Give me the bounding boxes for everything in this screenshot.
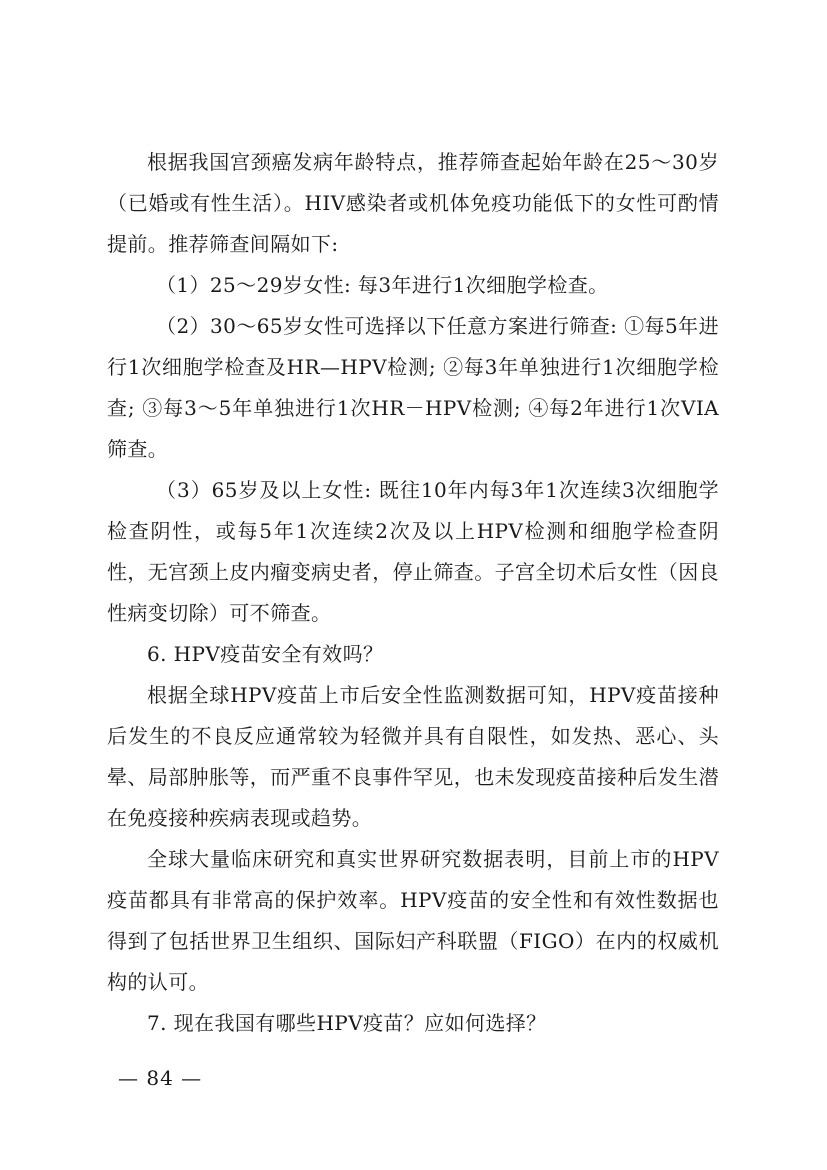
heading-question-6: 6. HPV疫苗安全有效吗？ [147,642,384,666]
paragraph-vaccine-safety: 根据全球HPV疫苗上市后安全性监测数据可知，HPV疫苗接种后发生的不良反应通常较为轻微并具有自限性，如发热、恶心、头晕、局部肿胀等，而严重不良事件罕见，也未发现疫苗接种后发生潜在免疫接种疾病表现或趋势。 [107,683,719,830]
body-text [107,142,719,1044]
heading-question-7: 7. 现在我国有哪些HPV疫苗？应如何选择？ [147,1011,547,1035]
paragraph-interval-25-29: （1）25～29岁女性: 每3年进行1次细胞学检查。 [156,273,609,297]
page-number: — 84 — [118,1066,203,1090]
paragraph-vaccine-efficacy: 全球大量临床研究和真实世界研究数据表明，目前上市的HPV疫苗都具有非常高的保护效率。HPV疫苗的安全性和有效性数据也得到了包括世界卫生组织、国际妇产科联盟（FIGO）在内的权威机构的认可。 [107,847,719,994]
paragraph-screening-age: 根据我国宫颈癌发病年龄特点，推荐筛查起始年龄在25～30岁（已婚或有性生活）。HIV感染者或机体免疫功能低下的女性可酌情提前。推荐筛查间隔如下: [107,150,719,256]
paragraph-interval-30-65: （2）30～65岁女性可选择以下任意方案进行筛查: ①每5年进行1次细胞学检查及HR—HPV检测; ②每3年单独进行1次细胞学检查; ③每3～5年单独进行1次HR－HPV检测; ④每2年进行1次VIA筛查。 [107,314,719,461]
paragraph-interval-65-plus: （3）65岁及以上女性: 既往10年内每3年1次连续3次细胞学检查阴性，或每5年1次连续2次及以上HPV检测和细胞学检查阴性，无宫颈上皮内瘤变病史者，停止筛查。子宫全切术后女性（因良性病变切除）可不筛查。 [107,478,719,625]
